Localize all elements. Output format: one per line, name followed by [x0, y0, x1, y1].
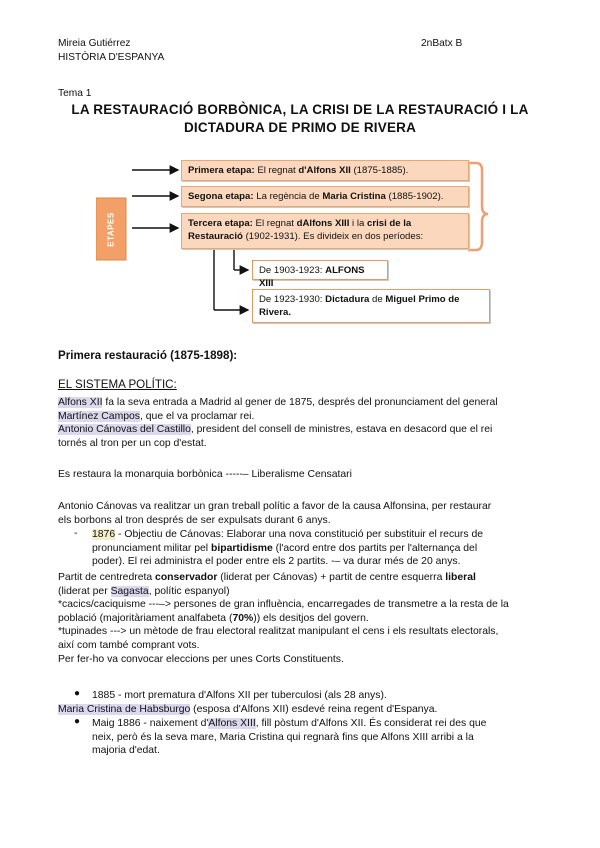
bullet-1885: 1885 - mort prematura d'Alfons XII per tuberculosi (als 28 anys).: [92, 690, 387, 701]
stage-2-text-b: (1885-1902).: [385, 191, 444, 202]
stage-3-box: [181, 213, 469, 249]
dash-item-1876: [92, 528, 534, 569]
stage-2-text-a: La regència de: [253, 191, 323, 202]
highlight-sagasta: Sagasta: [110, 585, 149, 597]
p5-text-d: , polític espanyol): [148, 585, 230, 597]
bullet-1886: [92, 717, 534, 758]
period-2-box: [252, 289, 490, 323]
d1-text-d: poder). El rei administra el poder entre els 2 partits. -– va durar més de 20 anys.: [92, 556, 461, 568]
p2-text-b: , president del consell de ministres, estava en desacord que el rei: [190, 424, 493, 436]
paragraph-1: [58, 396, 534, 450]
p5-text-a: Partit de centredreta: [58, 572, 156, 583]
bullet-dot-2: ●: [74, 716, 81, 727]
p5-text-b: (liderat per Cánovas) + partit de centre esquerra: [217, 572, 446, 583]
p4-line-1: Antonio Cánovas va realitzar un gran treball polític a favor de la causa Alfonsina, per restaurar: [58, 501, 492, 512]
highlight-martinez-campos: Martínez Campos: [58, 410, 140, 422]
dash-bullet: -: [74, 528, 78, 539]
p7-line-1: *tupinades ---> un mètode de frau electoral realitzat manipulant el cens i els resultats electorals,: [58, 626, 499, 638]
period-1-box: [252, 260, 388, 289]
highlight-1876: 1876: [92, 529, 116, 540]
bullet-dot-1: ●: [74, 688, 81, 699]
period-1-bold: ALFONS XIII: [259, 265, 365, 289]
stages-diagram: [96, 150, 520, 330]
stage-1-box: [181, 160, 469, 181]
section-subheading: EL SISTEMA POLÍTIC:: [58, 378, 177, 391]
p4-line-2: els borbons al tron després de ser expulsats durant 6 anys.: [58, 514, 331, 526]
paragraph-4: [58, 500, 534, 527]
stages-side-label-text: ETAPES: [106, 211, 116, 247]
p1-text-b: fa la seva entrada a Madrid al gener de 1875, després del pronunciament del general: [102, 397, 498, 408]
paragraph-9: [58, 703, 534, 717]
p6-text-c: )) els desitjos del govern.: [253, 612, 369, 624]
stage-3-label: Tercera etapa:: [188, 218, 253, 229]
d1-text-c: (l'acord entre dos partits per l'alternança del: [272, 542, 478, 554]
b2-text-d: majoria d'edat.: [92, 745, 160, 757]
stage-1-label: Primera etapa:: [188, 165, 255, 176]
p6-bold-70: 70%: [232, 612, 254, 624]
b2-text-c: neix, però és la seva mare, Maria Cristina qui regnarà fins que Alfons XIII arribi a la: [92, 731, 474, 743]
b2-text-b: , fill pòstum d'Alfons XII. És considerat rei des que: [255, 718, 487, 729]
period-2-text: De 1923-1930:: [259, 294, 326, 305]
page-title-line2: DICTADURA DE PRIMO DE RIVERA: [183, 120, 417, 135]
paragraph-3: Es restaura la monarquia borbònica -----– Liberalisme Censatari: [58, 469, 352, 480]
stage-1-text-a: El regnat: [254, 165, 299, 176]
p5-bold-conservador: conservador: [155, 572, 218, 583]
period-1-text: De 1903-1923:: [259, 265, 326, 276]
period-2-text-b: de: [369, 294, 386, 305]
section-heading: Primera restauració (1875-1898):: [58, 349, 238, 362]
stage-1-bold: d'Alfons XII: [298, 165, 351, 176]
b2-text-a: Maig 1886 - naixement d': [92, 718, 209, 729]
p1-text-d: , que el va proclamar rei.: [140, 410, 255, 422]
d1-bold: bipartidisme: [210, 542, 273, 554]
stage-2-box: [181, 186, 469, 207]
period-2-bold-b: Miguel Primo de: [385, 294, 460, 305]
p6-line-1: *cacics/caciquisme ---–> persones de gran influència, encarregades de transmetre a la resta de la: [58, 599, 509, 611]
stage-2-label: Segona etapa:: [188, 191, 254, 202]
p2-text-c: tornés al tron per un cop d'estat.: [58, 437, 207, 449]
paragraph-5: [58, 571, 534, 666]
p8-line: Per fer-ho va convocar eleccions per unes Corts Constituents.: [58, 653, 344, 665]
stages-side-label: [96, 198, 126, 260]
stage-3-text-b: i la: [349, 218, 367, 229]
d1-text-a: - Objectiu de Cánovas: Elaborar una nova constitució per substituir el recurs de: [115, 529, 484, 540]
topic-label: Tema 1: [58, 88, 92, 99]
stage-3-text-a: El regnat: [252, 218, 297, 229]
p5-text-c: (liderat per: [58, 585, 111, 597]
period-2-bold-a: Dictadura: [325, 294, 370, 305]
course-label: 2nBatx B: [421, 38, 463, 49]
stage-3-bold-c: Restauració: [188, 231, 243, 242]
p6-text-a: població (majoritàriament analfabeta (: [58, 612, 233, 624]
d1-text-b: pronunciament militar pel: [92, 542, 211, 554]
stage-2-bold: Maria Cristina: [322, 191, 386, 202]
p9-text-b: (esposa d'Alfons XII) esdevé reina regent d'Espanya.: [190, 704, 438, 715]
stage-3-bold-b: crisi de la: [367, 218, 412, 229]
page-title-line1: LA RESTAURACIÓ BORBÒNICA, LA CRISI DE LA RESTAURACIÓ I LA: [71, 102, 529, 117]
stage-1-text-b: (1875-1885).: [350, 165, 409, 176]
highlight-alfons-xii: Alfons XII: [58, 397, 103, 408]
highlight-alfons-xiii: Alfons XIII: [208, 718, 256, 729]
stage-3-text-c: (1902-1931). Es divideix en dos períodes:: [242, 231, 424, 242]
author-name: Mireia Gutiérrez: [58, 38, 131, 49]
p5-bold-liberal: liberal: [445, 572, 476, 583]
highlight-canovas: Antonio Cánovas del Castillo: [58, 424, 191, 436]
p7-line-2: així com també comprant vots.: [58, 639, 200, 651]
subject-name: HISTÒRIA D'ESPANYA: [58, 52, 165, 63]
period-2-text-c: Rivera.: [259, 307, 291, 318]
stage-3-bold-a: dAlfons XIII: [296, 218, 350, 229]
highlight-maria-cristina: Maria Cristina de Habsburgo: [58, 704, 191, 715]
